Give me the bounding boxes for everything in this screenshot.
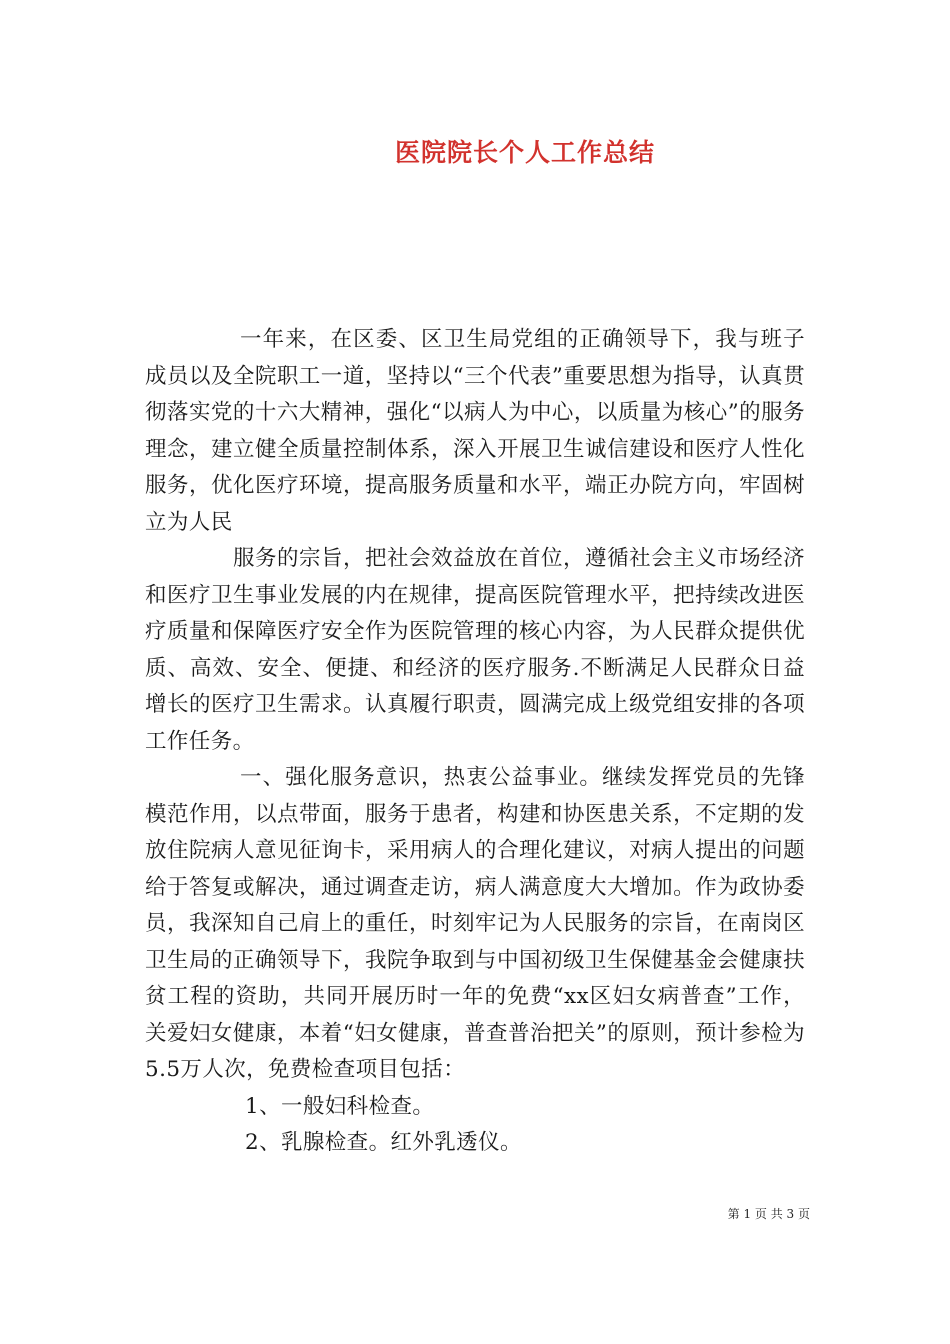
document-body [145, 322, 805, 1162]
page-title: 医院院长个人工作总结 [394, 138, 655, 167]
list-item: 1、一般妇科检查。 [245, 1093, 435, 1119]
page-footer: 第 1 页 共 3 页 [727, 1207, 810, 1221]
paragraph-purpose: 服务的宗旨，把社会效益放在首位，遵循社会主义市场经济和医疗卫生事业发展的内在规律，提高医院管理水平，把持续改进医疗质量和保障医疗安全作为医院管理的核心内容，为人民群众提供优质、高效、安全、便捷、和经济的医疗服务.不断满足人民群众日益增长的医疗卫生需求。认真履行职责，圆满完成上级党组安排的各项工作任务。 [145, 546, 805, 754]
paragraph-section-one: 一、强化服务意识，热衷公益事业。继续发挥党员的先锋模范作用，以点带面，服务于患者，构建和协医患关系，不定期的发放住院病人意见征询卡，采用病人的合理化建议，对病人提出的问题给于答复或解决，通过调查走访，病人满意度大大增加。作为政协委员，我深知自己肩上的重任，时刻牢记为人民服务的宗旨，在南岗区卫生局的正确领导下，我院争取到与中国初级卫生保健基金会健康扶贫工程的资助，共同开展历时一年的免费“xx区妇女病普查”工作，关爱妇女健康，本着“妇女健康，普查普治把关”的原则，预计参检为5.5万人次，免费检查项目包括： [145, 765, 805, 1082]
list-item: 2、乳腺检查。红外乳透仪。 [245, 1130, 522, 1155]
paragraph-intro: 一年来，在区委、区卫生局党组的正确领导下，我与班子成员以及全院职工一道，坚持以“三个代表”重要思想为指导，认真贯彻落实党的十六大精神，强化“以病人为中心，以质量为核心”的服务理念，建立健全质量控制体系，深入开展卫生诚信建设和医疗人性化服务，优化医疗环境，提高服务质量和水平，端正办院方向，牢固树立为人民 [145, 327, 805, 535]
